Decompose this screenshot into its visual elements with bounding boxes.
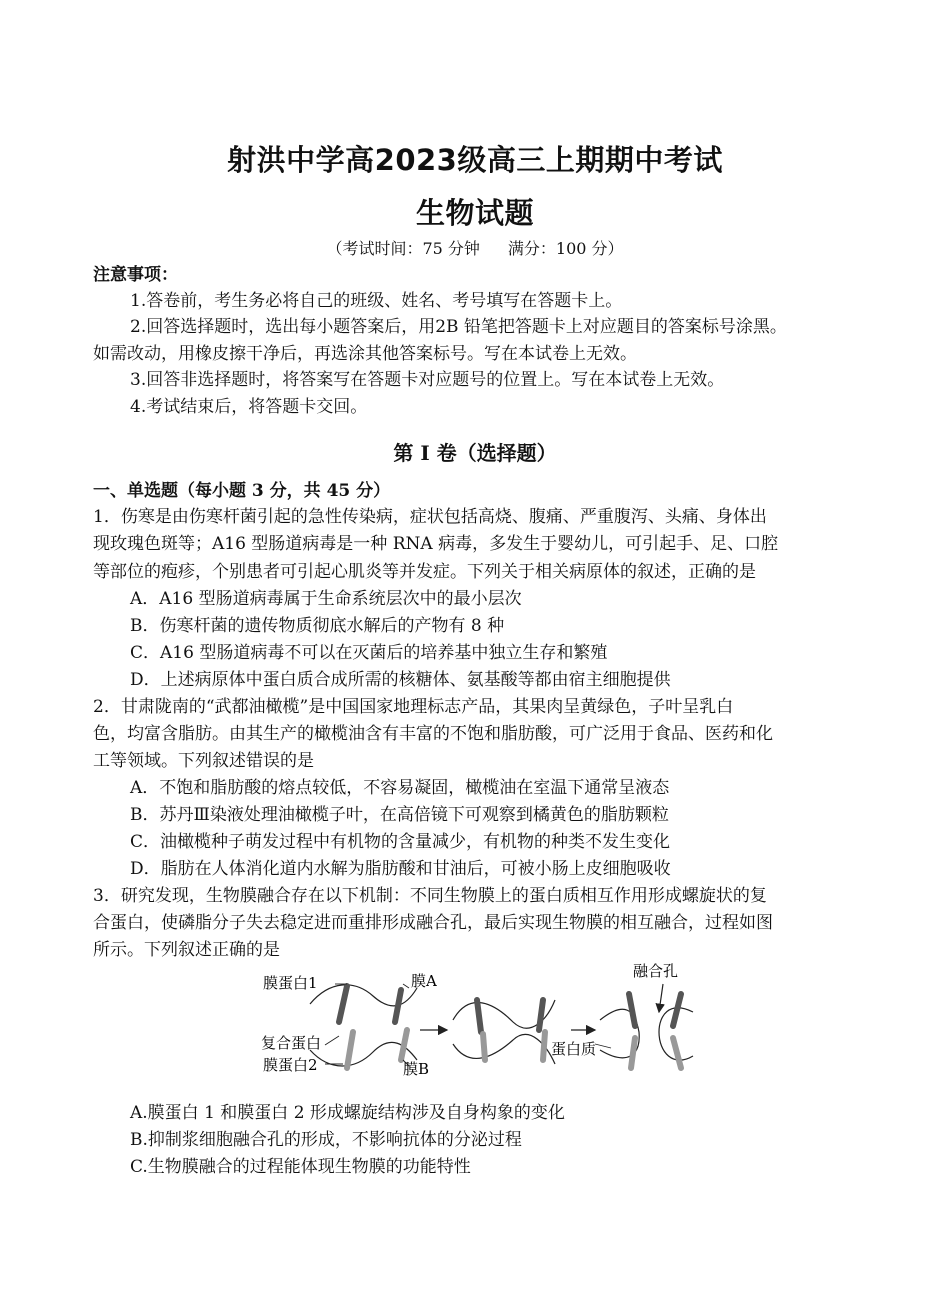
stage2-protein-1 bbox=[477, 1000, 481, 1032]
q1-option-a: A．A16 型肠道病毒属于生命系统层次中的最小层次 bbox=[130, 589, 522, 609]
q2-option-d: D．脂肪在人体消化道内水解为脂肪酸和甘油后，可被小肠上皮细胞吸收 bbox=[130, 859, 671, 879]
label-protein: 蛋白质 bbox=[551, 1040, 597, 1058]
stage3-protein-1 bbox=[629, 994, 635, 1026]
stage1-protein-3 bbox=[395, 990, 401, 1022]
label-pore: 融合孔 bbox=[633, 962, 679, 980]
q3-option-b: B.抑制浆细胞融合孔的形成，不影响抗体的分泌过程 bbox=[130, 1130, 522, 1150]
label-complex: 复合蛋白 bbox=[261, 1034, 322, 1052]
q3-option-a: A.膜蛋白 1 和膜蛋白 2 形成螺旋结构涉及自身构象的变化 bbox=[130, 1103, 565, 1123]
label-protein2: 膜蛋白2 bbox=[263, 1056, 318, 1074]
q2-option-c: C．油橄榄种子萌发过程中有机物的含量减少，有机物的种类不发生变化 bbox=[130, 832, 671, 852]
q3-option-c: C.生物膜融合的过程能体现生物膜的功能特性 bbox=[130, 1157, 471, 1177]
notice-item-1: 1.答卷前，考生务必将自己的班级、姓名、考号填写在答题卡上。 bbox=[130, 291, 623, 311]
stage1-protein-4 bbox=[401, 1030, 407, 1060]
q1-option-c: C．A16 型肠道病毒不可以在灭菌后的培养基中独立生存和繁殖 bbox=[130, 643, 608, 663]
q2-stem-line-2: 色，均富含脂肪。由其生产的橄榄油含有丰富的不饱和脂肪酸，可广泛用于食品、医药和化 bbox=[93, 724, 773, 744]
full-score: 满分：100 分） bbox=[507, 239, 624, 258]
exam-subtitle: 生物试题 bbox=[415, 196, 534, 230]
part-heading: 一、单选题（每小题 3 分，共 45 分） bbox=[93, 481, 391, 501]
stage2-protein-2 bbox=[483, 1034, 485, 1060]
leader-complex bbox=[325, 1036, 339, 1045]
label-membrane-a: 膜A bbox=[411, 972, 437, 990]
stage3-protein-4 bbox=[673, 1038, 681, 1068]
q1-option-b: B．伤寒杆菌的遗传物质彻底水解后的产物有 8 种 bbox=[130, 616, 505, 636]
leader-protein bbox=[595, 1044, 611, 1048]
q3-stem-line-3: 所示。下列叙述正确的是 bbox=[93, 940, 280, 960]
exam-time: （考试时间：75 分钟 bbox=[326, 239, 480, 258]
q2-stem-line-1: 2．甘肃陇南的“武都油橄榄”是中国国家地理标志产品，其果肉呈黄绿色，子叶呈乳白 bbox=[93, 697, 734, 717]
stage3-protein-3 bbox=[673, 994, 681, 1026]
q3-stem-line-1: 3．研究发现，生物膜融合存在以下机制：不同生物膜上的蛋白质相互作用形成螺旋状的复 bbox=[93, 886, 767, 906]
stage1-protein-2 bbox=[347, 1032, 353, 1068]
q2-option-a: A．不饱和脂肪酸的熔点较低，不容易凝固，橄榄油在室温下通常呈液态 bbox=[130, 778, 670, 798]
notice-item-2-cont: 如需改动，用橡皮擦干净后，再选涂其他答案标号。写在本试卷上无效。 bbox=[93, 344, 637, 364]
stage2-protein-4 bbox=[543, 1032, 545, 1060]
q1-stem-line-3: 等部位的疱疹，个别患者可引起心肌炎等并发症。下列关于相关病原体的叙述，正确的是 bbox=[93, 562, 756, 582]
q2-option-b: B．苏丹Ⅲ染液处理油橄榄子叶，在高倍镜下可观察到橘黄色的脂肪颗粒 bbox=[130, 805, 669, 825]
pore-arrow bbox=[659, 984, 663, 1012]
q1-stem-line-1: 1．伤寒是由伤寒杆菌引起的急性传染病，症状包括高烧、腹痛、严重腹泻、头痛、身体出 bbox=[93, 507, 767, 527]
section-title: 第 I 卷（选择题） bbox=[393, 441, 557, 465]
label-protein1: 膜蛋白1 bbox=[263, 974, 318, 992]
membrane-fusion-figure bbox=[255, 960, 695, 1080]
exam-title: 射洪中学高2023级高三上期期中考试 bbox=[227, 143, 723, 177]
stage2-membrane-b bbox=[453, 1034, 555, 1064]
notice-item-3: 3.回答非选择题时，将答案写在答题卡对应题号的位置上。写在本试卷上无效。 bbox=[130, 370, 725, 390]
notice-heading: 注意事项： bbox=[93, 265, 178, 285]
leader-membrane-a bbox=[403, 984, 409, 988]
label-membrane-b: 膜B bbox=[403, 1060, 430, 1078]
q1-stem-line-2: 现玫瑰色斑等；A16 型肠道病毒是一种 RNA 病毒，多发生于婴幼儿，可引起手、足、口腔 bbox=[93, 534, 779, 554]
q3-stem-line-2: 合蛋白，使磷脂分子失去稳定进而重排形成融合孔，最后实现生物膜的相互融合，过程如图 bbox=[93, 913, 773, 933]
q2-stem-line-3: 工等领域。下列叙述错误的是 bbox=[93, 751, 314, 771]
notice-item-2: 2.回答选择题时，选出每小题答案后，用2B 铅笔把答题卡上对应题目的答案标号涂黑。 bbox=[130, 317, 787, 337]
stage1-protein-1 bbox=[339, 986, 347, 1022]
exam-meta bbox=[0, 236, 950, 259]
notice-item-4: 4.考试结束后，将答题卡交回。 bbox=[130, 397, 368, 417]
stage3-protein-2 bbox=[631, 1038, 635, 1068]
stage2-protein-3 bbox=[539, 1000, 543, 1030]
q1-option-d: D．上述病原体中蛋白质合成所需的核糖体、氨基酸等都由宿主细胞提供 bbox=[130, 670, 671, 690]
